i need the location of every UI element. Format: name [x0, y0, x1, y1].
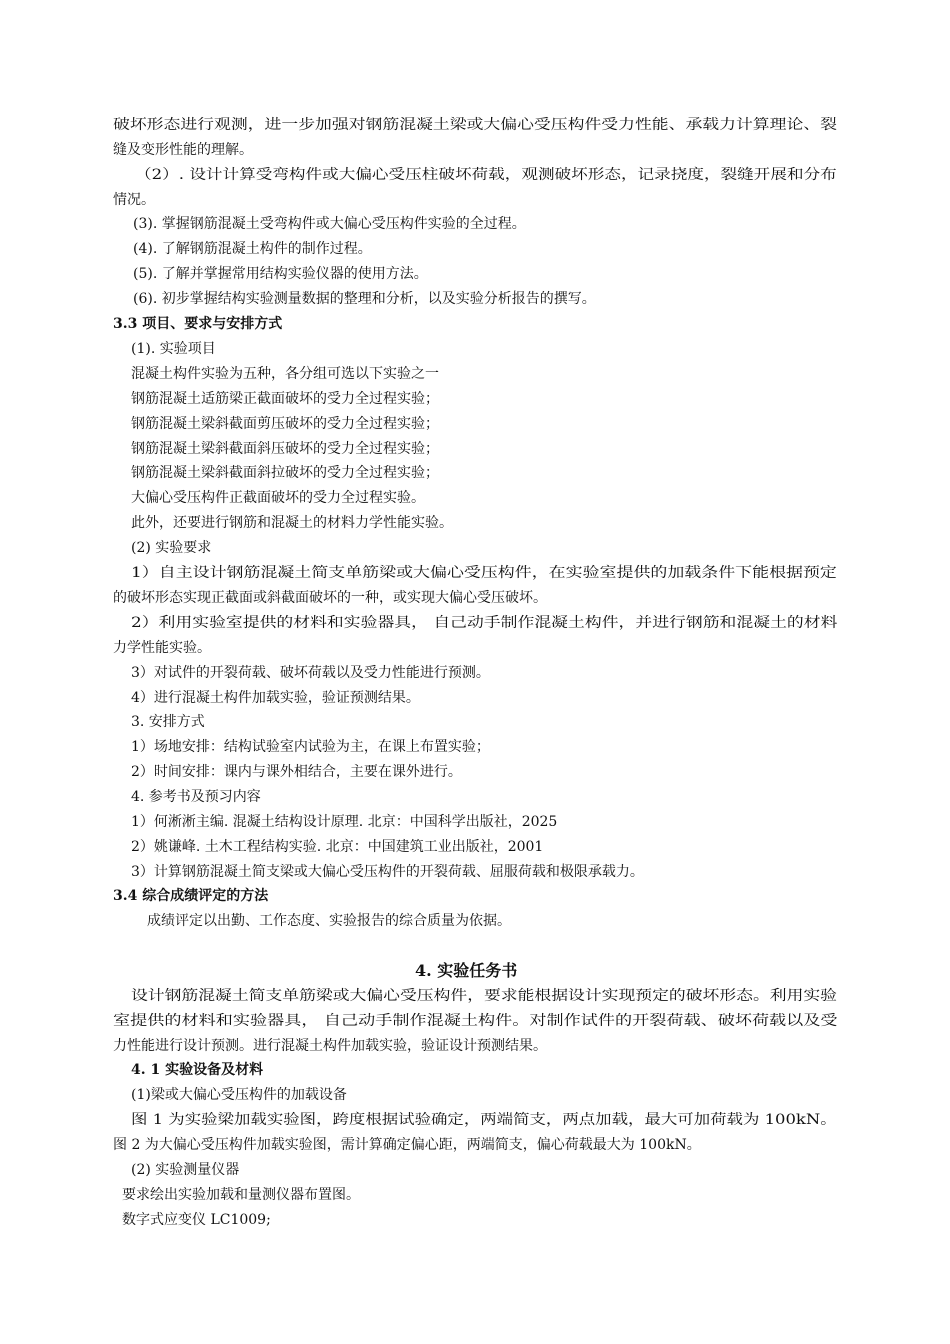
text-line: 钢筋混凝土梁斜截面斜压破坏的受力全过程实验； [131, 441, 439, 457]
text-line: 此外，还要进行钢筋和混凝土的材料力学性能实验。 [131, 515, 453, 531]
text-line: 要求绘出实验加载和量测仪器布置图。 [122, 1187, 360, 1203]
text-line: 1）场地安排：结构试验室内试验为主，在课上布置实验； [131, 739, 490, 755]
text-line: 4）进行混凝土构件加载实验，验证预测结果。 [131, 690, 420, 706]
text-line: 2）姚谦峰. 土木工程结构实验. 北京：中国建筑工业出版社，2001 [131, 839, 544, 855]
text-line: 数字式应变仪 LC1009; [122, 1212, 271, 1228]
text-line: 1）自主设计钢筋混凝土简支单筋梁或大偏心受压构件，在实验室提供的加载条件下能根据预定 [131, 565, 837, 581]
text-line: 室提供的材料和实验器具， 自己动手制作混凝土构件。对制作试件的开裂荷载、破坏荷载以及受 [113, 1013, 838, 1029]
text-line: (3). 掌握钢筋混凝土受弯构件或大偏心受压构件实验的全过程。 [133, 216, 526, 232]
text-line: 的破坏形态实现正截面或斜截面破坏的一种，或实现大偏心受压破坏。 [113, 590, 547, 606]
text-line: (5). 了解并掌握常用结构实验仪器的使用方法。 [133, 266, 428, 282]
text-line: 大偏心受压构件正截面破坏的受力全过程实验。 [131, 490, 425, 506]
text-line: 破坏形态进行观测，进一步加强对钢筋混凝土梁或大偏心受压构件受力性能、承载力计算理论、裂 [113, 117, 837, 133]
text-line: 成绩评定以出勤、工作态度、实验报告的综合质量为依据。 [147, 913, 511, 929]
section-heading: 3.4 综合成绩评定的方法 [113, 888, 269, 904]
text-line: 设计钢筋混凝土简支单筋梁或大偏心受压构件，要求能根据设计实现预定的破坏形态。利用实验 [131, 988, 837, 1004]
text-line: 3）计算钢筋混凝土简支梁或大偏心受压构件的开裂荷载、屈服荷载和极限承载力。 [131, 864, 644, 880]
text-line: 3. 安排方式 [131, 714, 205, 730]
text-line: 3）对试件的开裂荷载、破坏荷载以及受力性能进行预测。 [131, 665, 490, 681]
text-line: (4). 了解钢筋混凝土构件的制作过程。 [133, 241, 372, 257]
text-line: 钢筋混凝土梁斜截面斜拉破坏的受力全过程实验； [131, 465, 439, 481]
chapter-title: 4. 实验任务书 [415, 961, 518, 980]
text-line: 钢筋混凝土适筋梁正截面破坏的受力全过程实验； [131, 391, 439, 407]
text-line: （2）. 设计计算受弯构件或大偏心受压柱破坏荷载，观测破坏形态，记录挠度，裂缝开展和分布 [135, 167, 837, 183]
text-line: 4. 参考书及预习内容 [131, 789, 261, 805]
text-line: 2）利用实验室提供的材料和实验器具， 自己动手制作混凝土构件，并进行钢筋和混凝土的材料 [131, 615, 838, 631]
text-line: 1）何淅淅主编. 混凝土结构设计原理. 北京：中国科学出版社，2025 [131, 814, 558, 830]
text-line: (1)梁或大偏心受压构件的加载设备 [131, 1087, 347, 1103]
text-line: 钢筋混凝土梁斜截面剪压破坏的受力全过程实验； [131, 416, 439, 432]
text-line: 情况。 [113, 192, 155, 208]
section-heading: 3.3 项目、要求与安排方式 [113, 316, 283, 332]
text-line: 2）时间安排：课内与课外相结合，主要在课外进行。 [131, 764, 462, 780]
text-line: 图 2 为大偏心受压构件加载实验图，需计算确定偏心距，两端简支，偏心荷载最大为 100kN。 [113, 1137, 701, 1153]
text-line: (1). 实验项目 [131, 341, 216, 357]
text-line: 力性能进行设计预测。进行混凝土构件加载实验，验证设计预测结果。 [113, 1038, 547, 1054]
section-heading: 4. 1 实验设备及材料 [131, 1062, 264, 1078]
text-line: (2) 实验测量仪器 [131, 1162, 240, 1178]
text-line: 图 1 为实验梁加载实验图，跨度根据试验确定，两端简支，两点加载，最大可加荷载为 100kN。 [131, 1112, 837, 1128]
text-line: (2) 实验要求 [131, 540, 212, 556]
text-line: 缝及变形性能的理解。 [113, 142, 253, 158]
text-line: 混凝土构件实验为五种，各分组可选以下实验之一 [131, 366, 439, 382]
text-line: (6). 初步掌握结构实验测量数据的整理和分析，以及实验分析报告的撰写。 [133, 291, 596, 307]
text-line: 力学性能实验。 [113, 640, 211, 656]
